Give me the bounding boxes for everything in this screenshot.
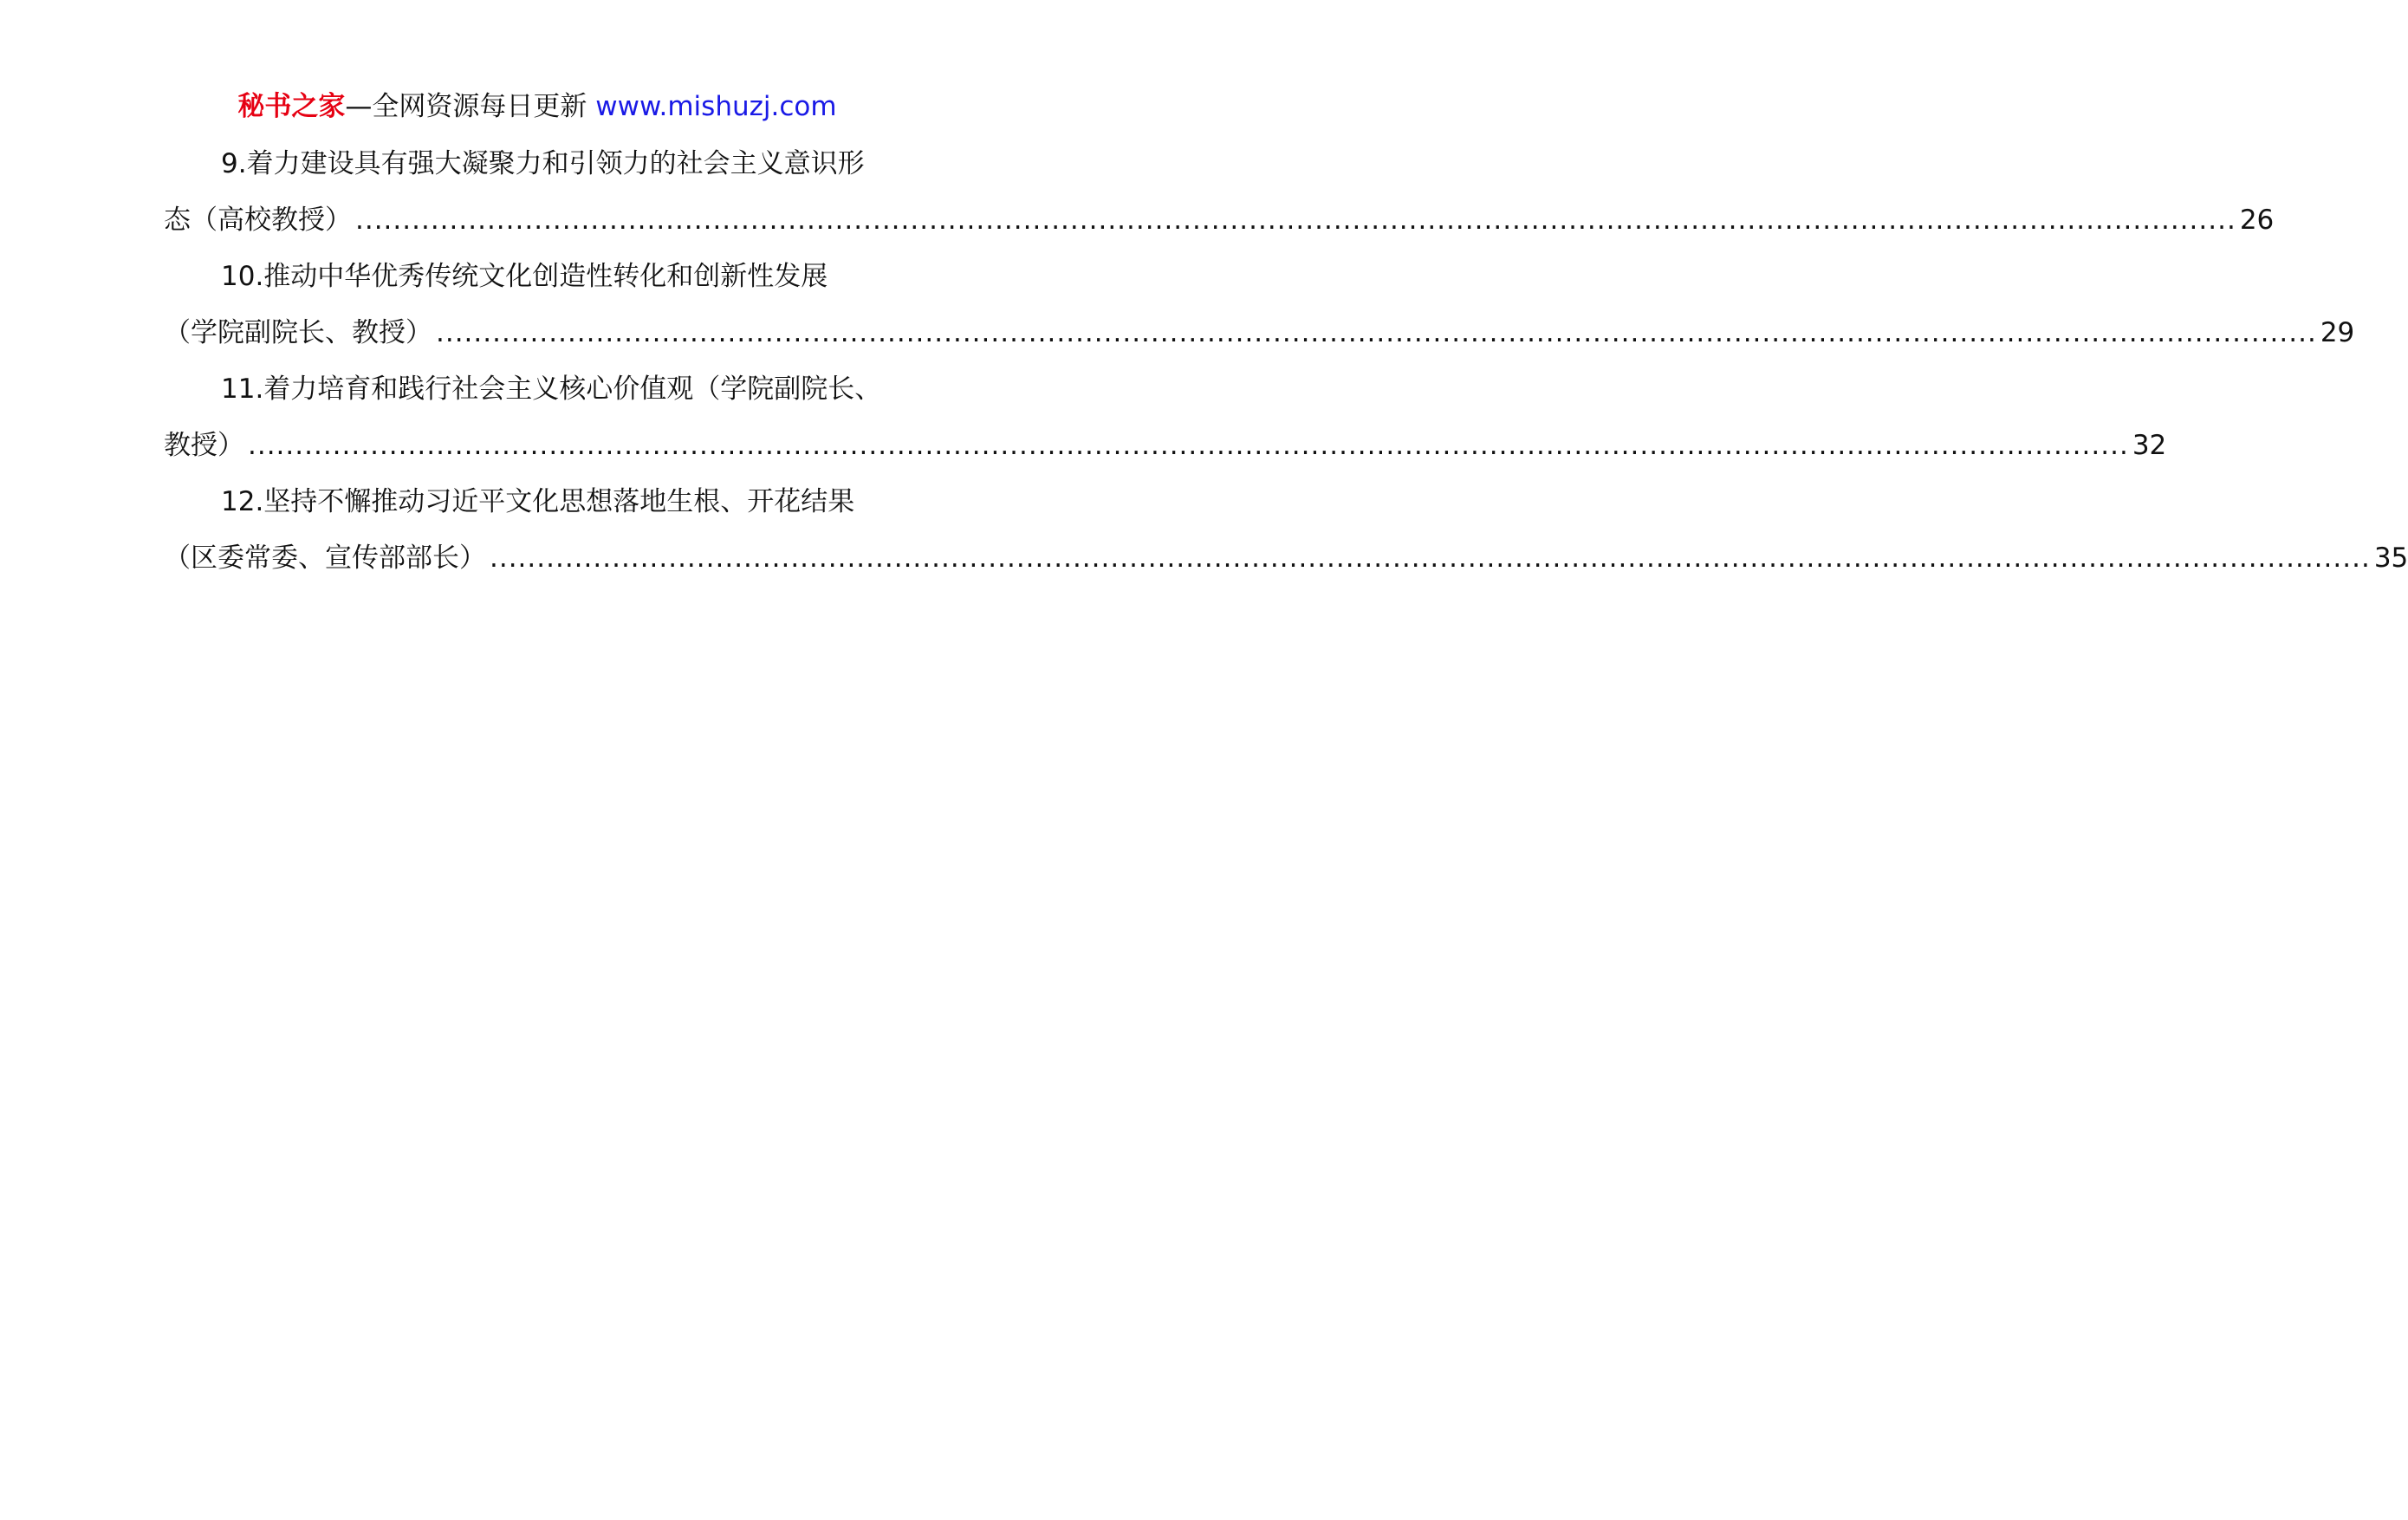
toc-entry-continuation xyxy=(164,418,2167,474)
page-header xyxy=(0,89,1074,124)
header-tagline: —全网资源每日更新 xyxy=(345,91,587,122)
dot-leader: ........................................................................................................................................................................................................ xyxy=(490,542,2371,574)
dot-leader: ........................................................................................................................................................................................................ xyxy=(355,205,2236,236)
toc-entry-continuation xyxy=(164,305,2355,361)
toc-entry[interactable] xyxy=(164,136,2275,249)
toc-entry[interactable] xyxy=(164,249,2355,361)
toc-entry-title-tail: 教授） xyxy=(164,430,244,461)
toc-entry-continuation xyxy=(164,192,2275,249)
site-link[interactable]: www.mishuzj.com xyxy=(595,91,837,122)
toc-entry-title-line: 9.着力建设具有强大凝聚力和引领力的社会主义意识形 xyxy=(221,148,865,179)
toc-entry-title-line: 11.着力培育和践行社会主义核心价值观（学院副院长、 xyxy=(221,374,882,405)
toc-entry[interactable] xyxy=(164,474,2408,587)
dot-leader: ........................................................................................................................................................................................................ xyxy=(436,317,2317,348)
toc-entry-title-tail: （学院副院长、教授） xyxy=(164,317,432,348)
toc-entry-title-line: 12.坚持不懈推动习近平文化思想落地生根、开花结果 xyxy=(221,486,855,517)
page-number: 32 xyxy=(2132,430,2167,461)
page-number: 29 xyxy=(2320,317,2355,348)
toc-entry[interactable] xyxy=(164,361,2167,474)
page-number: 26 xyxy=(2239,205,2275,236)
brand-name: 秘书之家 xyxy=(237,91,346,122)
toc-entry-continuation xyxy=(164,530,2408,587)
toc-entry-title-tail: 态（高校教授） xyxy=(164,205,352,236)
toc-entry-title-tail: （区委常委、宣传部部长） xyxy=(164,542,486,574)
dot-leader: ........................................................................................................................................................................................................ xyxy=(248,430,2129,461)
toc-entry-title-line: 10.推动中华优秀传统文化创造性转化和创新性发展 xyxy=(221,261,828,292)
page-number: 35 xyxy=(2373,542,2408,574)
table-of-contents xyxy=(164,136,2408,587)
